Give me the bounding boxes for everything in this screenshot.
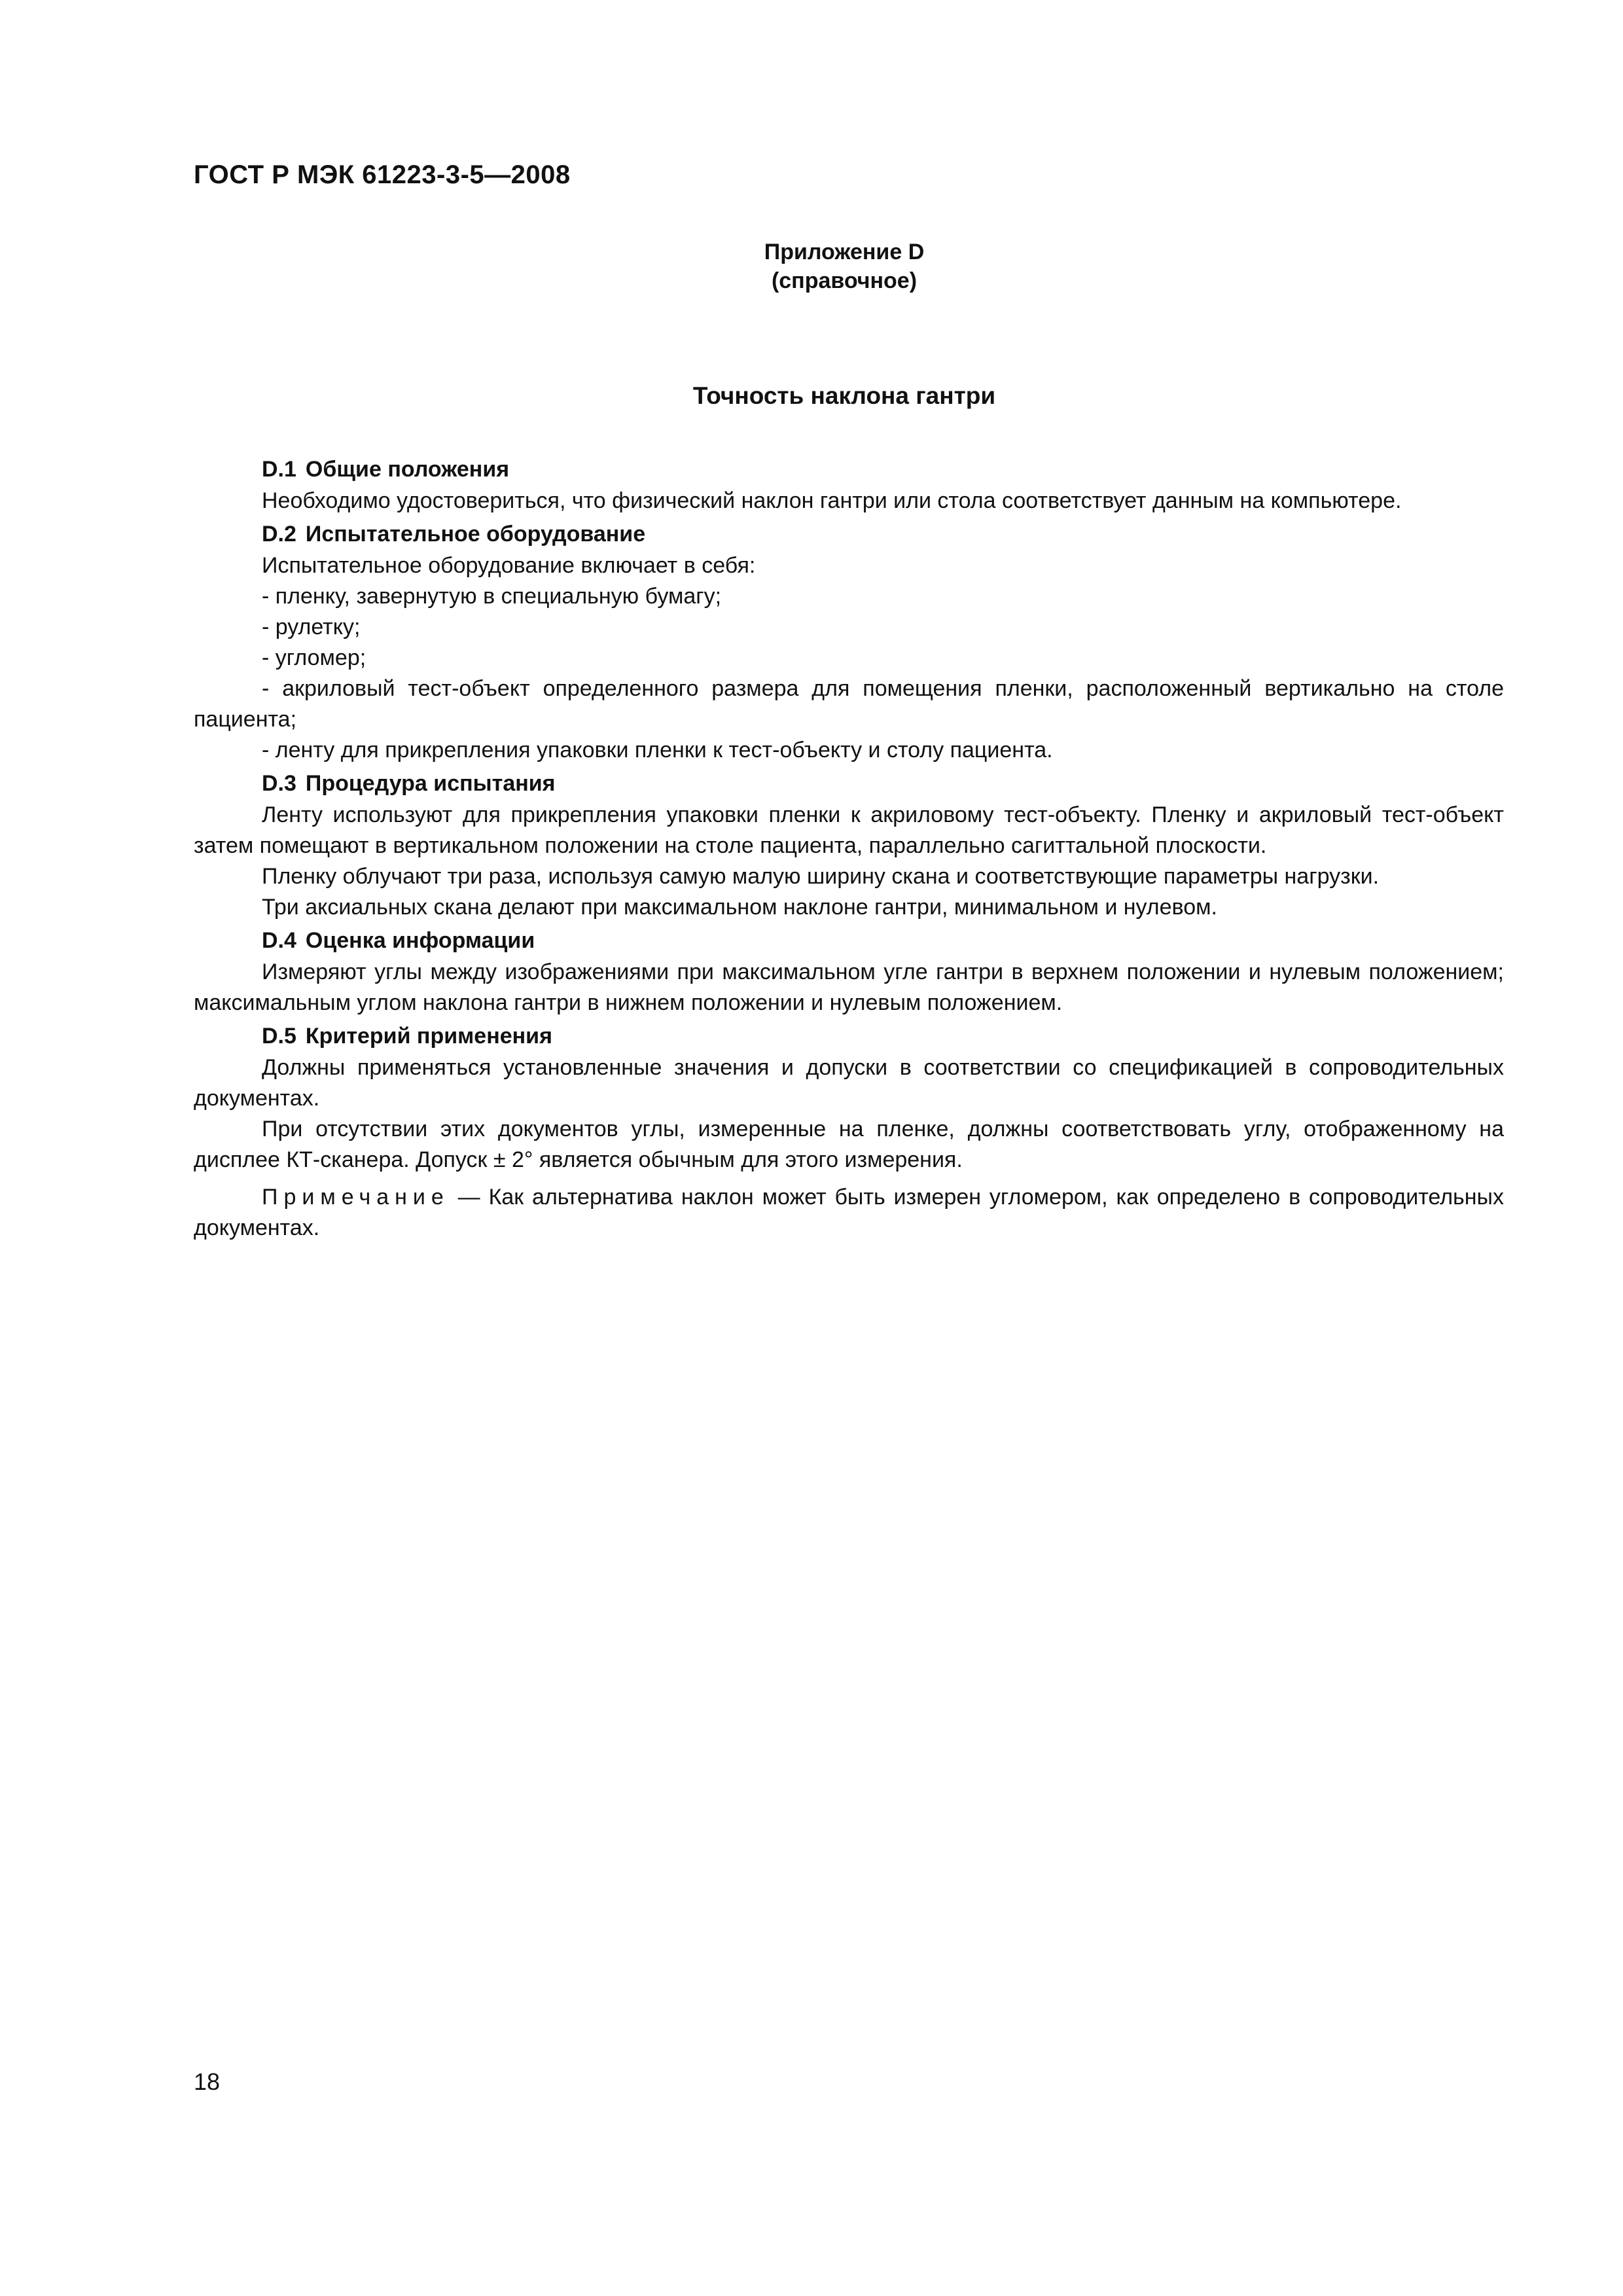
list-item: - акриловый тест-объект определенного размера для помещения пленки, расположенный вертикально на столе пациента; [194, 676, 1504, 732]
section-number: D.2 [262, 522, 296, 547]
note-label: Примечание [262, 1185, 450, 1210]
section-heading-d5 [194, 1020, 1504, 1052]
note-text: Как альтернатива наклон может быть измерен угломером, как определено в сопроводительных документах. [194, 1185, 1504, 1240]
list-item: - ленту для прикрепления упаковки пленки к тест-объекту и столу пациента. [262, 738, 1053, 762]
note [194, 1182, 1504, 1244]
section-number: D.1 [262, 457, 296, 482]
section-number: D.3 [262, 771, 296, 796]
section-number: D.5 [262, 1024, 296, 1049]
section-title: Общие положения [305, 457, 510, 482]
section-title: Критерий применения [305, 1024, 552, 1049]
section-number: D.4 [262, 928, 296, 953]
paragraph: Пленку облучают три раза, используя самую малую ширину скана и соответствующие параметры нагрузки. [262, 864, 1380, 889]
section-heading-d1 [194, 453, 1504, 486]
section-title: Процедура испытания [305, 771, 556, 796]
paragraph: Должны применяться установленные значения и допуски в соответствии со спецификацией в сопроводительных документах. [194, 1055, 1504, 1111]
main-title: Точность наклона гантри [692, 382, 996, 409]
section-heading-d4 [194, 924, 1504, 957]
annex-kind: (справочное) [771, 268, 918, 293]
paragraph: При отсутствии этих документов углы, измеренные на пленке, должны соответствовать углу, отображенному на дисплее КТ-сканера. Допуск ± 2° является обычным для этого измерения. [194, 1117, 1504, 1172]
document-code: ГОСТ Р МЭК 61223-3-5—2008 [194, 160, 571, 189]
paragraph: Ленту используют для прикрепления упаковки пленки к акриловому тест-объекту. Пленку и акриловый тест-объект затем помещают в вертикальном положении на столе пациента, параллельно сагиттальной плоскости. [194, 802, 1504, 858]
section-heading-d2 [194, 518, 1504, 550]
document-body [194, 452, 1504, 1244]
list-item: - угломер; [262, 645, 366, 670]
paragraph: Необходимо удостовериться, что физический наклон гантри или стола соответствует данным на компьютере. [262, 488, 1402, 513]
section-heading-d3 [194, 767, 1504, 800]
section-title: Испытательное оборудование [305, 522, 646, 547]
list-item: - пленку, завернутую в специальную бумагу; [262, 584, 722, 609]
page-number: 18 [194, 2068, 221, 2095]
annex-title: Приложение D [764, 240, 925, 264]
list-item: - рулетку; [262, 615, 361, 639]
paragraph: Испытательное оборудование включает в себя: [262, 553, 756, 578]
section-title: Оценка информации [305, 928, 535, 953]
paragraph: Три аксиальных скана делают при максимальном наклоне гантри, минимальном и нулевом. [262, 895, 1217, 920]
paragraph: Измеряют углы между изображениями при максимальном угле гантри в верхнем положении и нулевым положением; максимальным углом наклона гантри в нижнем положении и нулевым положением. [194, 960, 1504, 1015]
note-separator: — [449, 1185, 489, 1210]
